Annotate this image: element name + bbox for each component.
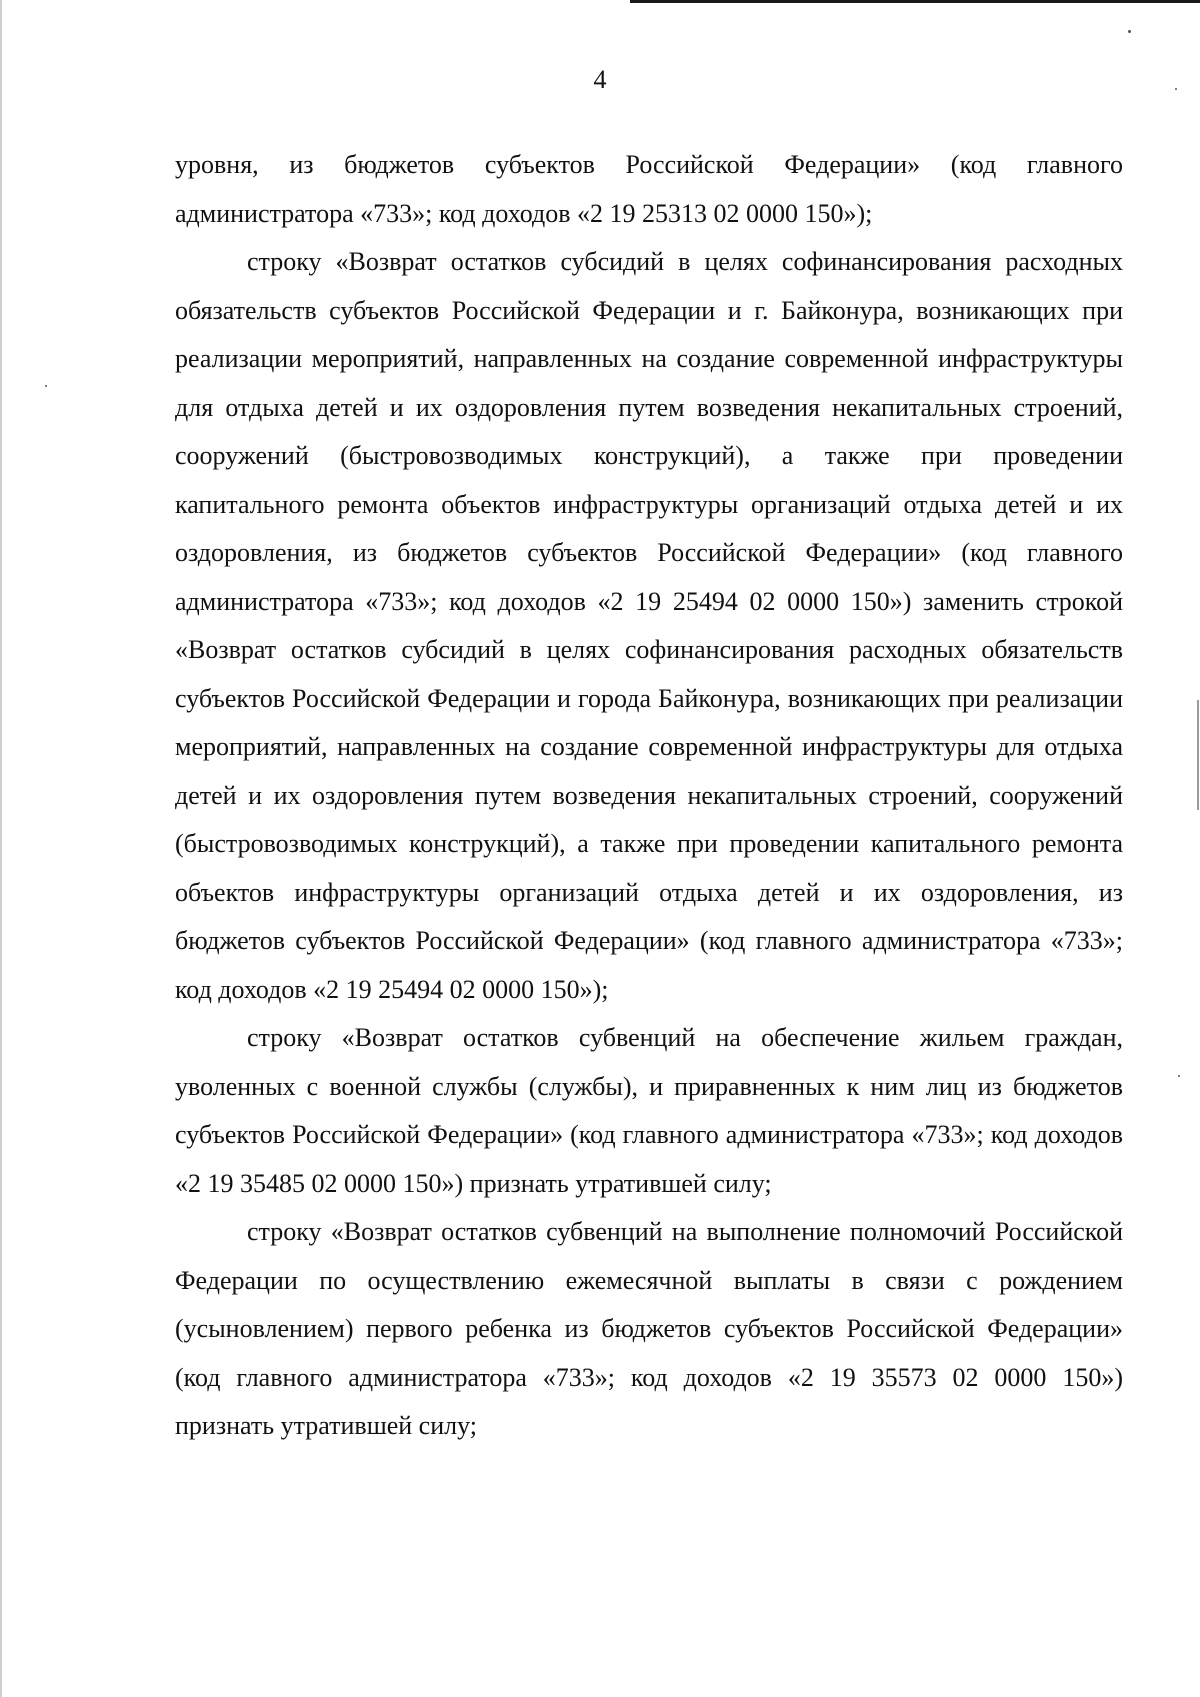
scan-speck bbox=[1128, 30, 1131, 33]
scan-speck bbox=[45, 385, 47, 387]
paragraph-housing-subvention: строку «Возврат остатков субвенций на обеспечение жильем граждан, уволенных с военной службы (службы), и приравненных к ним лиц из бюджетов субъектов Российской Федерации» (код главного администратора «733»; код доходов «2 19 35485 02 0000 150») признать утратившей силу; bbox=[175, 1023, 1123, 1198]
paragraph-subsidy-replacement: строку «Возврат остатков субсидий в целях софинансирования расходных обязательств субъектов Российской Федерации и г. Байконура, возникающих при реализации мероприятий, направленных на создание современной инфраструктуры для отдыха детей и их оздоровления путем возведения некапитальных строений, сооружений (быстровозводимых конструкций), а также при проведении капитального ремонта объектов инфраструктуры организаций отдыха детей и их оздоровления, из бюджетов субъектов Российской Федерации» (код главного администратора «733»; код доходов «2 19 25494 02 0000 150») заменить строкой «Возврат остатков субсидий в целях софинансирования расходных обязательств субъектов Российской Федерации и города Байконура, возникающих при реализации мероприятий, направленных на создание современной инфраструктуры для отдыха детей и их оздоровления путем возведения некапитальных строений, сооружений (быстровозводимых конструкций), а также при проведении капитального ремонта объектов инфраструктуры организаций отдыха детей и их оздоровления, из бюджетов субъектов Российской Федерации» (код главного администратора «733»; код доходов «2 19 25494 02 0000 150»); bbox=[175, 247, 1123, 1004]
scan-top-border bbox=[630, 0, 1200, 3]
scan-right-mark bbox=[1197, 700, 1199, 810]
page-number: 4 bbox=[593, 65, 607, 94]
scan-left-edge bbox=[0, 0, 2, 1697]
paragraph-monthly-payment-subvention: строку «Возврат остатков субвенций на выполнение полномочий Российской Федерации по осуществлению ежемесячной выплаты в связи с рождением (усыновлением) первого ребенка из бюджетов субъектов Российской Федерации» (код главного администратора «733»; код доходов «2 19 35573 02 0000 150») признать утратившей силу; bbox=[175, 1217, 1123, 1440]
scan-speck bbox=[1178, 1075, 1180, 1077]
document-body bbox=[175, 141, 1123, 1451]
paragraph-continuation: уровня, из бюджетов субъектов Российской Федерации» (код главного администратора «733»; код доходов «2 19 25313 02 0000 150»); bbox=[175, 150, 1123, 228]
